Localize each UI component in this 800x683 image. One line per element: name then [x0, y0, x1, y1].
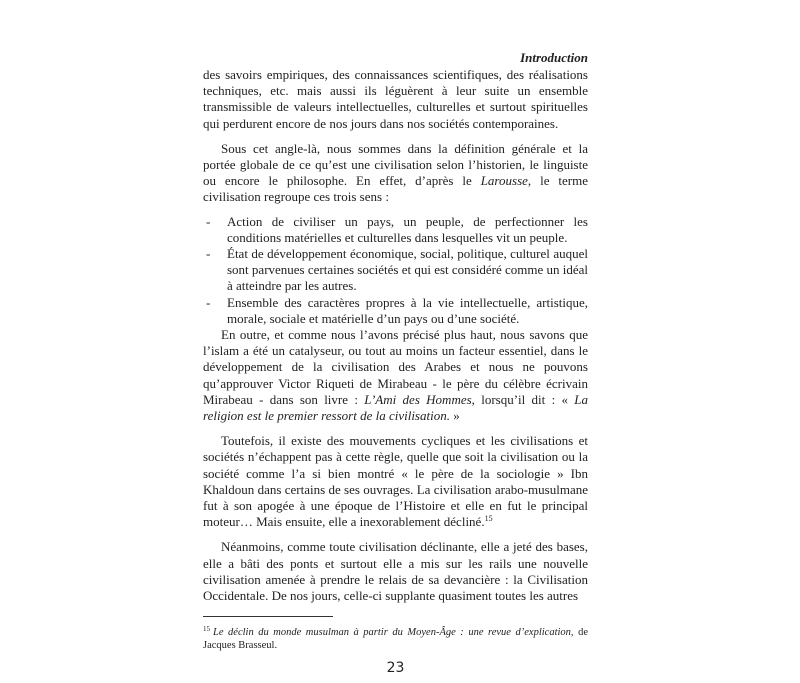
- paragraph-2-text-end: , le terme civilisation regroupe ces trois sens :: [203, 173, 588, 205]
- definition-text: État de développement économique, social, politique, culturel auquel sont parvenues certaines sociétés et qui est considéré comme un idéal à atteindre par les autres.: [227, 246, 588, 294]
- paragraph-4: [203, 433, 588, 530]
- footnote-reference: 15: [484, 514, 493, 524]
- book-page: [203, 50, 588, 677]
- running-head: Introduction: [520, 50, 588, 65]
- footnote-title: Le déclin du monde musulman à partir du Moyen-Âge : une revue d’explication,: [213, 627, 574, 639]
- larousse-reference: Larousse: [480, 173, 528, 189]
- book-title: L’Ami des Hommes: [364, 391, 472, 407]
- definition-item: [203, 295, 588, 327]
- paragraph-2-text-start: Sous cet angle-là, nous sommes dans la définition générale et la portée globale de ce qu’est une civilisation selon l’historien, le linguiste ou encore le philosophe. En effet, d’après le: [203, 140, 588, 189]
- paragraph-3-text-start: En outre, et comme nous l’avons précisé plus haut, nous savons que l’islam a été un catalyseur, ou tout au moins un facteur essentiel, dans le développement de la civilisation des Arabes et nous ne pouvons qu’approuver Victor Riqueti de Mirabeau - le père du célèbre écrivain Mirabeau - dans son livre :: [203, 327, 588, 407]
- footnote-author: de Jacques Brasseul.: [203, 627, 588, 652]
- paragraph-3: [203, 327, 588, 424]
- definitions-list: [203, 214, 588, 327]
- paragraph-3-text-end: »: [449, 408, 460, 424]
- list-dash: -: [206, 246, 211, 262]
- definition-item: [203, 214, 588, 246]
- footnote-divider: [203, 616, 333, 617]
- paragraph-4-text: Toutefois, il existe des mouvements cycliques et les civilisations et sociétés n’échappent pas à cette règle, quelle que soit la civilisation ou la société comme l’a si bien montré « le père de la sociologie » Ibn Khaldoun dans certains de ses ouvrages. La civilisation arabo-musulmane fut à son apogée à une époque de l’Histoire et elle en fut le principal moteur… Mais ensuite, elle a inexorablement décliné.: [203, 433, 588, 530]
- mirabeau-quote: La religion est le premier ressort de la civilisation.: [203, 391, 589, 424]
- paragraph-3-text-mid: , lorsqu’il dit : «: [471, 391, 575, 407]
- footnote-number: 15: [203, 625, 210, 634]
- page-number: 23: [386, 660, 405, 677]
- list-dash: -: [206, 294, 211, 310]
- definition-text: Ensemble des caractères propres à la vie intellectuelle, artistique, morale, sociale et matérielle d’un pays ou d’une société.: [227, 294, 588, 326]
- definition-item: [203, 246, 588, 295]
- paragraph-2: [203, 141, 588, 206]
- list-dash: -: [206, 213, 211, 229]
- paragraph-5: Néanmoins, comme toute civilisation déclinante, elle a jeté des bases, elle a bâti des ponts et surtout elle a mis sur les rails une nouvelle civilisation amenée à prendre le relais de sa devancière : la Civilisation Occidentale. De nos jours, celle-ci supplante quasiment toutes les autres: [203, 539, 588, 604]
- footnote: [203, 623, 588, 652]
- definition-text: Action de civiliser un pays, un peuple, de perfectionner les conditions matérielles et culturelles dans lesquelles vit un peuple.: [227, 213, 588, 245]
- paragraph-1: des savoirs empiriques, des connaissances scientifiques, des réalisations techniques, etc. mais aussi ils léguèrent à leur suite un ensemble transmissible de valeurs intellectuelles, culturelles et surtout spirituelles qui perdurent encore de nos jours dans nos sociétés contemporaines.: [203, 67, 588, 131]
